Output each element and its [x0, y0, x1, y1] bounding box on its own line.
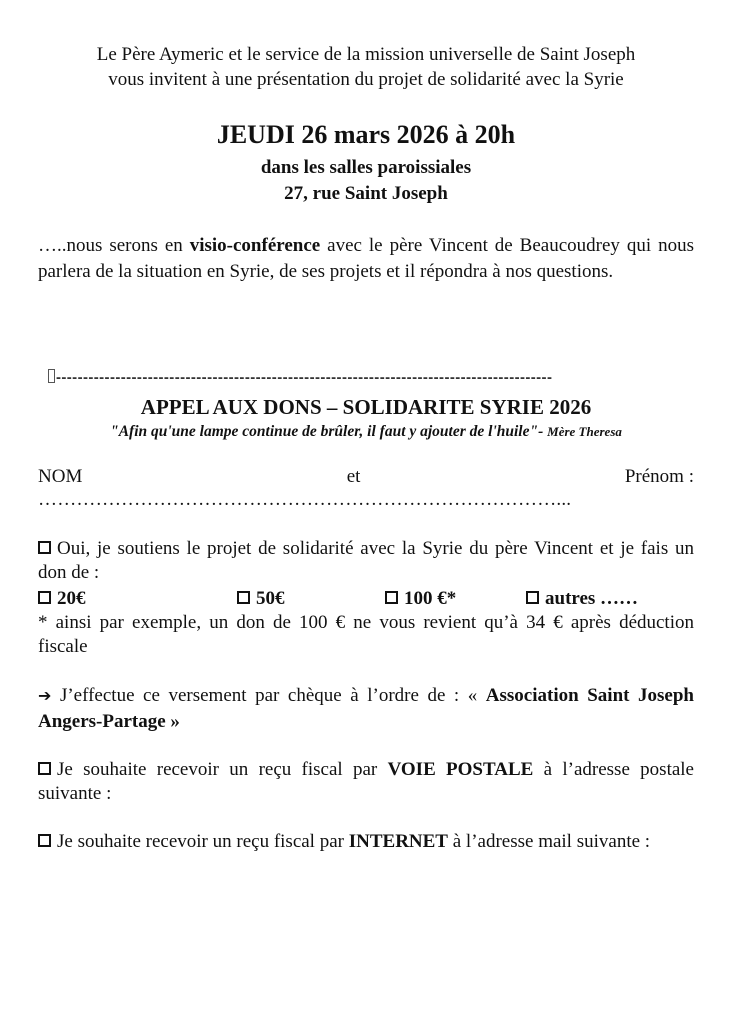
intro-text: [38, 42, 694, 92]
internet-bold: INTERNET: [348, 831, 448, 852]
internet-checkbox[interactable]: [38, 834, 51, 847]
arrow-right-icon: ➔: [38, 686, 52, 705]
checkbox-icon[interactable]: [237, 591, 250, 604]
amount-label: autres ……: [545, 588, 639, 609]
cut-line: [48, 368, 688, 388]
support-checkbox[interactable]: [38, 541, 51, 554]
intro-line-2: vous invitent à une présentation du projet de solidarité avec la Syrie: [108, 69, 624, 90]
event-location-line-2: 27, rue Saint Joseph: [284, 183, 448, 204]
internet-suffix: à l’adresse mail suivante :: [447, 831, 651, 852]
support-option: [38, 537, 694, 585]
name-label-prenom: Prénom :: [624, 466, 694, 487]
checkbox-icon[interactable]: [38, 591, 51, 604]
scissors-icon: [48, 369, 55, 383]
checkbox-icon[interactable]: [385, 591, 398, 604]
donation-amounts: [38, 587, 694, 611]
amount-option-50[interactable]: [237, 587, 285, 611]
postal-bold: VOIE POSTALE: [387, 759, 534, 780]
cheque-prefix: J’effectue ce versement par chèque à l’ordre de : «: [59, 685, 486, 706]
name-field-label: [38, 465, 694, 489]
name-label-nom: NOM: [38, 466, 83, 487]
checkbox-icon[interactable]: [526, 591, 539, 604]
visio-prefix: …..nous serons en: [38, 235, 190, 256]
amount-label: 100 €*: [404, 588, 457, 609]
internet-receipt-option: [38, 830, 694, 854]
event-location-line-1: dans les salles paroissiales: [260, 157, 472, 178]
cheque-instructions: [38, 683, 694, 735]
postal-prefix: Je souhaite recevoir un reçu fiscal par: [57, 759, 388, 780]
appeal-title: APPEL AUX DONS – SOLIDARITE SYRIE 2026: [140, 395, 592, 419]
postal-suffix: à l’adresse postale suivante :: [38, 759, 694, 804]
name-label-et: et: [346, 466, 361, 487]
amount-option-100[interactable]: [385, 587, 456, 611]
intro-line-1: Le Père Aymeric et le service de la mission universelle de Saint Joseph: [96, 44, 636, 65]
event-date-title: JEUDI 26 mars 2026 à 20h: [216, 120, 516, 149]
tax-footnote: * ainsi par exemple, un don de 100 € ne vous revient qu’à 34 € après déduction fiscale: [38, 612, 694, 657]
amount-option-20[interactable]: [38, 587, 86, 611]
amount-label: 50€: [256, 588, 285, 609]
support-text: Oui, je soutiens le projet de solidarité avec la Syrie du père Vincent et je fais un don de :: [38, 538, 694, 583]
visio-bold: visio-conférence: [189, 235, 321, 256]
amount-label: 20€: [57, 588, 86, 609]
amount-option-other[interactable]: [526, 587, 638, 611]
appeal-quote: [38, 421, 694, 443]
quote-author: Mère Theresa: [547, 424, 622, 439]
name-field[interactable]: ………………………………………………………………………...: [38, 489, 572, 510]
internet-prefix: Je souhaite recevoir un reçu fiscal par: [57, 831, 349, 852]
postal-checkbox[interactable]: [38, 762, 51, 775]
cheque-payee: Association Saint Joseph Angers-Partage »: [38, 685, 694, 732]
visio-paragraph: [38, 233, 694, 285]
quote-text: "Afin qu'une lampe continue de brûler, il faut y ajouter de l'huile"-: [110, 423, 548, 440]
cut-line-dashes: --------------------------------------------------------------------------------------------: [56, 369, 553, 386]
event-location: [38, 155, 694, 207]
visio-suffix: avec le père Vincent de Beaucoudrey qui nous parlera de la situation en Syrie, de ses projets et il répondra à nos questions.: [38, 235, 694, 282]
postal-receipt-option: [38, 758, 694, 806]
